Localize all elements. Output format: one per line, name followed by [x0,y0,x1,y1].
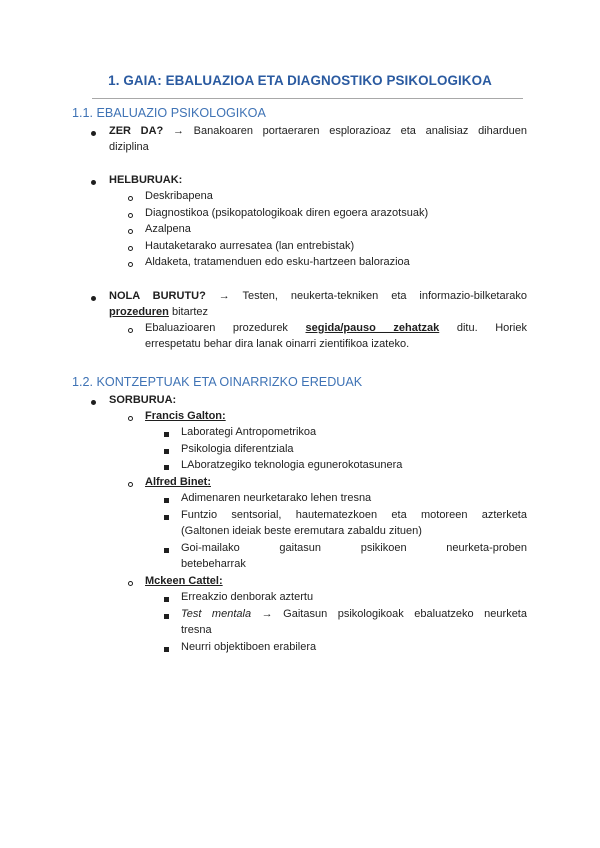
arrow-glyph: → [218,290,230,302]
segida-underlined: segida/pauso zehatzak [305,322,440,334]
list-item-continued: tresna [181,624,212,636]
list-item: Psikologia diferentziala [181,443,294,455]
bullet-square [164,647,169,652]
bullet-square [164,498,169,503]
binet-name: Alfred Binet: [145,476,211,488]
bullet-dot [91,180,96,185]
list-item: Erreakzio denborak aztertu [181,591,314,603]
zer-da-text: Banakoaren portaeraren esplorazioaz eta analisiaz diharduen [193,125,527,137]
bullet-square [164,515,169,520]
bullet-circle [128,328,133,333]
list-item: Diagnostikoa (psikopatologikoak diren egoera arazotsuak) [145,207,429,219]
bullet-square [164,465,169,470]
test-mentala-text: Gaitasun psikologikoak ebaluatzeko neurketa [283,608,527,620]
test-mentala-italic: Test mentala [181,608,252,620]
prozedurak-text-b: ditu. Horiek [456,322,527,334]
sorburua-label: SORBURUA: [109,394,177,406]
page-title: 1. GAIA: EBALUAZIOA ETA DIAGNOSTIKO PSIKOLOGIKOA [108,73,492,88]
nola-burutu-line2 [109,304,208,320]
bullet-circle [128,416,133,421]
list-item: Azalpena [145,223,191,235]
list-item: LAboratzegiko teknologia egunerokotasunera [181,459,403,471]
bullet-square [164,548,169,553]
prozeduren-underlined: prozeduren [109,306,169,318]
bullet-circle [128,229,133,234]
zer-da-line1 [109,123,527,139]
bitartez-text: bitartez [171,306,209,318]
list-item: Funtzio sentsorial, hautematezkoen eta motoreen azterketa [181,509,527,521]
helburuak-label: HELBURUAK: [109,174,183,186]
prozedurak-line1 [145,320,527,336]
bullet-square [164,614,169,619]
list-item: Adimenaren neurketarako lehen tresna [181,492,372,504]
bullet-circle [128,262,133,267]
title-divider [92,98,523,99]
bullet-circle [128,196,133,201]
nola-burutu-text: Testen, neukerta-tekniken eta informazio-bilketarako [242,290,528,302]
list-item-continued: betebeharrak [181,558,246,570]
list-item [181,606,527,622]
zer-da-line2: diziplina [109,141,149,153]
prozedurak-line2: errespetatu behar dira lanak oinarri zientifikoa izateko. [145,338,410,350]
nola-burutu-label: NOLA BURUTU? [109,290,206,302]
list-item: Goi-mailako gaitasun psikikoen neurketa-proben [181,542,527,554]
list-item: Aldaketa, tratamenduen edo esku-hartzeen balorazioa [145,256,410,268]
bullet-circle [128,246,133,251]
bullet-dot [91,131,96,136]
prozedurak-text-a: Ebaluazioaren prozedurek [145,322,288,334]
bullet-circle [128,581,133,586]
bullet-circle [128,482,133,487]
bullet-dot [91,296,96,301]
bullet-square [164,449,169,454]
bullet-circle [128,213,133,218]
arrow-glyph: → [172,125,184,137]
cattel-name: Mckeen Cattel: [145,575,223,587]
zer-da-label: ZER DA? [109,125,164,137]
section-heading-1-2: 1.2. KONTZEPTUAK ETA OINARRIZKO EREDUAK [72,375,363,389]
bullet-dot [91,400,96,405]
arrow-glyph: → [261,608,273,620]
galton-name: Francis Galton: [145,410,226,422]
nola-burutu-line1 [109,288,527,304]
list-item: Deskribapena [145,190,213,202]
list-item: Laborategi Antropometrikoa [181,426,317,438]
section-heading-1-1: 1.1. EBALUAZIO PSIKOLOGIKOA [72,106,266,120]
list-item: Neurri objektiboen erabilera [181,641,317,653]
list-item: Hautaketarako aurresatea (lan entrebistak) [145,240,355,252]
bullet-square [164,597,169,602]
bullet-square [164,432,169,437]
list-item-continued: (Galtonen ideiak beste eremutara zabaldu zituen) [181,525,422,537]
